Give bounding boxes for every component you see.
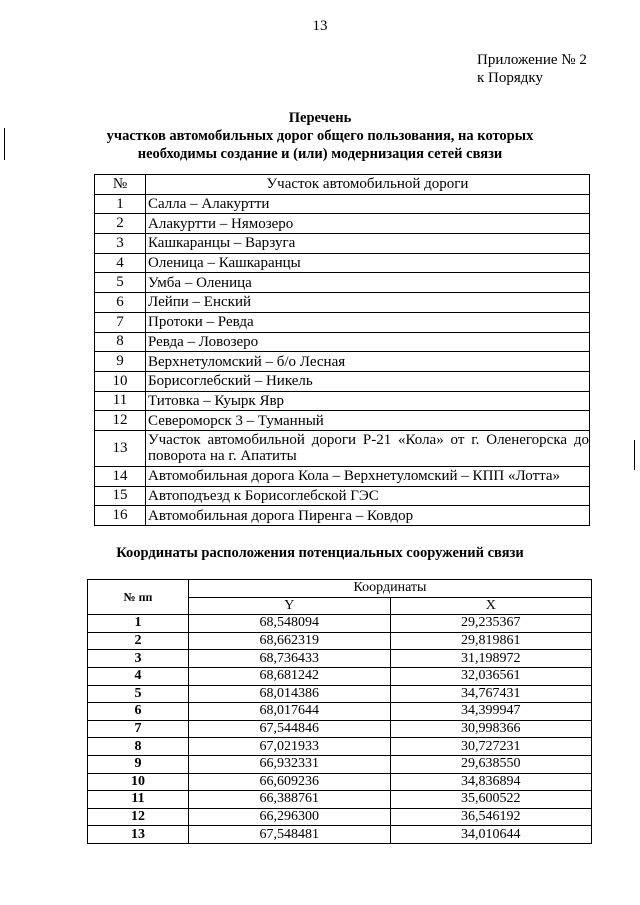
roads-table (94, 174, 590, 526)
coord-y: 68,017644 (189, 703, 391, 721)
appendix-line-2: к Порядку (477, 70, 543, 86)
appendix-note (477, 51, 587, 87)
coord-x: 32,036561 (390, 667, 592, 685)
coord-x: 30,727231 (390, 738, 592, 756)
table-row (95, 312, 590, 332)
coord-num: 7 (88, 720, 189, 738)
coords-header-row (88, 580, 592, 598)
row-road-name: Оленица – Кашкаранцы (146, 253, 590, 273)
row-num: 1 (95, 194, 146, 214)
coord-y: 68,681242 (189, 667, 391, 685)
coord-x: 29,235367 (390, 615, 592, 633)
row-road-name: Автоподъезд к Борисоглебской ГЭС (146, 486, 590, 506)
table-row (88, 808, 592, 826)
row-road-name: Титовка – Куырк Явр (146, 391, 590, 411)
title-line-3: необходимы создание и (или) модернизация сетей связи (137, 146, 503, 162)
coord-y: 67,548481 (189, 826, 391, 844)
coord-num: 10 (88, 773, 189, 791)
coord-num: 6 (88, 703, 189, 721)
coord-x: 34,767431 (390, 685, 592, 703)
roads-table-header-row (95, 175, 590, 195)
roads-header-num: № (95, 175, 146, 195)
roads-header-name: Участок автомобильной дороги (146, 175, 590, 195)
coord-x: 34,836894 (390, 773, 592, 791)
table-row (88, 738, 592, 756)
row-num: 4 (95, 253, 146, 273)
row-road-name: Кашкаранцы – Варзуга (146, 234, 590, 254)
table-row (88, 632, 592, 650)
row-num: 12 (95, 411, 146, 431)
row-num: 8 (95, 332, 146, 352)
coord-x: 35,600522 (390, 791, 592, 809)
coord-x: 29,819861 (390, 632, 592, 650)
coord-num: 13 (88, 826, 189, 844)
table-row (95, 234, 590, 254)
coords-header-x: X (390, 597, 592, 615)
table-row (88, 703, 592, 721)
row-road-name: Салла – Алакуртти (146, 194, 590, 214)
page-number: 13 (312, 18, 328, 34)
row-road-name: Умба – Оленица (146, 273, 590, 293)
row-num: 13 (95, 430, 146, 466)
row-road-name: Автомобильная дорога Пиренга – Ковдор (146, 506, 590, 526)
table-row (95, 293, 590, 313)
coords-header-y: Y (189, 597, 391, 615)
table-row (95, 391, 590, 411)
coord-y: 68,014386 (189, 685, 391, 703)
title-line-1: Перечень (288, 110, 352, 126)
scan-mark-left (4, 128, 5, 160)
table-row (95, 466, 590, 486)
coord-y: 66,609236 (189, 773, 391, 791)
table-row (88, 755, 592, 773)
coord-y: 68,736433 (189, 650, 391, 668)
row-road-name: Алакуртти – Нямозеро (146, 214, 590, 234)
table-row (95, 371, 590, 391)
table-row (95, 411, 590, 431)
coord-num: 1 (88, 615, 189, 633)
row-num: 10 (95, 371, 146, 391)
table-row (95, 352, 590, 372)
table-row (95, 273, 590, 293)
table-row (88, 826, 592, 844)
coords-table (87, 579, 592, 844)
coords-title: Координаты расположения потенциальных сооружений связи (116, 545, 524, 561)
coord-num: 8 (88, 738, 189, 756)
coord-y: 66,932331 (189, 755, 391, 773)
coord-x: 34,399947 (390, 703, 592, 721)
row-road-name: Верхнетуломский – б/о Лесная (146, 352, 590, 372)
coord-num: 9 (88, 755, 189, 773)
row-num: 5 (95, 273, 146, 293)
coord-num: 5 (88, 685, 189, 703)
row-num: 3 (95, 234, 146, 254)
table-row (95, 214, 590, 234)
coord-num: 4 (88, 667, 189, 685)
table-row (88, 791, 592, 809)
coord-x: 30,998366 (390, 720, 592, 738)
coord-num: 2 (88, 632, 189, 650)
row-num: 15 (95, 486, 146, 506)
row-num: 7 (95, 312, 146, 332)
row-road-name: Борисоглебский – Никель (146, 371, 590, 391)
coord-x: 29,638550 (390, 755, 592, 773)
table-row (95, 506, 590, 526)
row-road-name: Участок автомобильной дороги Р-21 «Кола» от г. Оленегорска до поворота на г. Апатиты (146, 430, 590, 466)
row-num: 16 (95, 506, 146, 526)
table-row (88, 773, 592, 791)
table-row (95, 194, 590, 214)
coord-y: 67,544846 (189, 720, 391, 738)
row-road-name: Ревда – Ловозеро (146, 332, 590, 352)
coord-y: 68,662319 (189, 632, 391, 650)
table-row (95, 332, 590, 352)
coord-y: 66,296300 (189, 808, 391, 826)
document-title (0, 109, 640, 163)
row-num: 6 (95, 293, 146, 313)
coord-x: 36,546192 (390, 808, 592, 826)
coord-num: 12 (88, 808, 189, 826)
row-road-name: Североморск 3 – Туманный (146, 411, 590, 431)
coords-header-coords: Координаты (189, 580, 592, 598)
scan-mark-right (634, 440, 635, 470)
table-row (88, 720, 592, 738)
row-road-name: Лейпи – Енский (146, 293, 590, 313)
table-row (95, 486, 590, 506)
coord-x: 31,198972 (390, 650, 592, 668)
row-road-name: Автомобильная дорога Кола – Верхнетуломский – КПП «Лотта» (146, 466, 590, 486)
table-row (88, 615, 592, 633)
coords-header-npp: № пп (88, 580, 189, 615)
row-num: 2 (95, 214, 146, 234)
table-row (95, 430, 590, 466)
coord-y: 66,388761 (189, 791, 391, 809)
coord-y: 67,021933 (189, 738, 391, 756)
coord-y: 68,548094 (189, 615, 391, 633)
row-num: 14 (95, 466, 146, 486)
row-num: 9 (95, 352, 146, 372)
row-num: 11 (95, 391, 146, 411)
title-line-2: участков автомобильных дорог общего пользования, на которых (106, 128, 534, 144)
appendix-line-1: Приложение № 2 (477, 52, 587, 68)
coord-x: 34,010644 (390, 826, 592, 844)
table-row (88, 685, 592, 703)
table-row (95, 253, 590, 273)
table-row (88, 650, 592, 668)
coord-num: 3 (88, 650, 189, 668)
row-road-name: Протоки – Ревда (146, 312, 590, 332)
coord-num: 11 (88, 791, 189, 809)
table-row (88, 667, 592, 685)
